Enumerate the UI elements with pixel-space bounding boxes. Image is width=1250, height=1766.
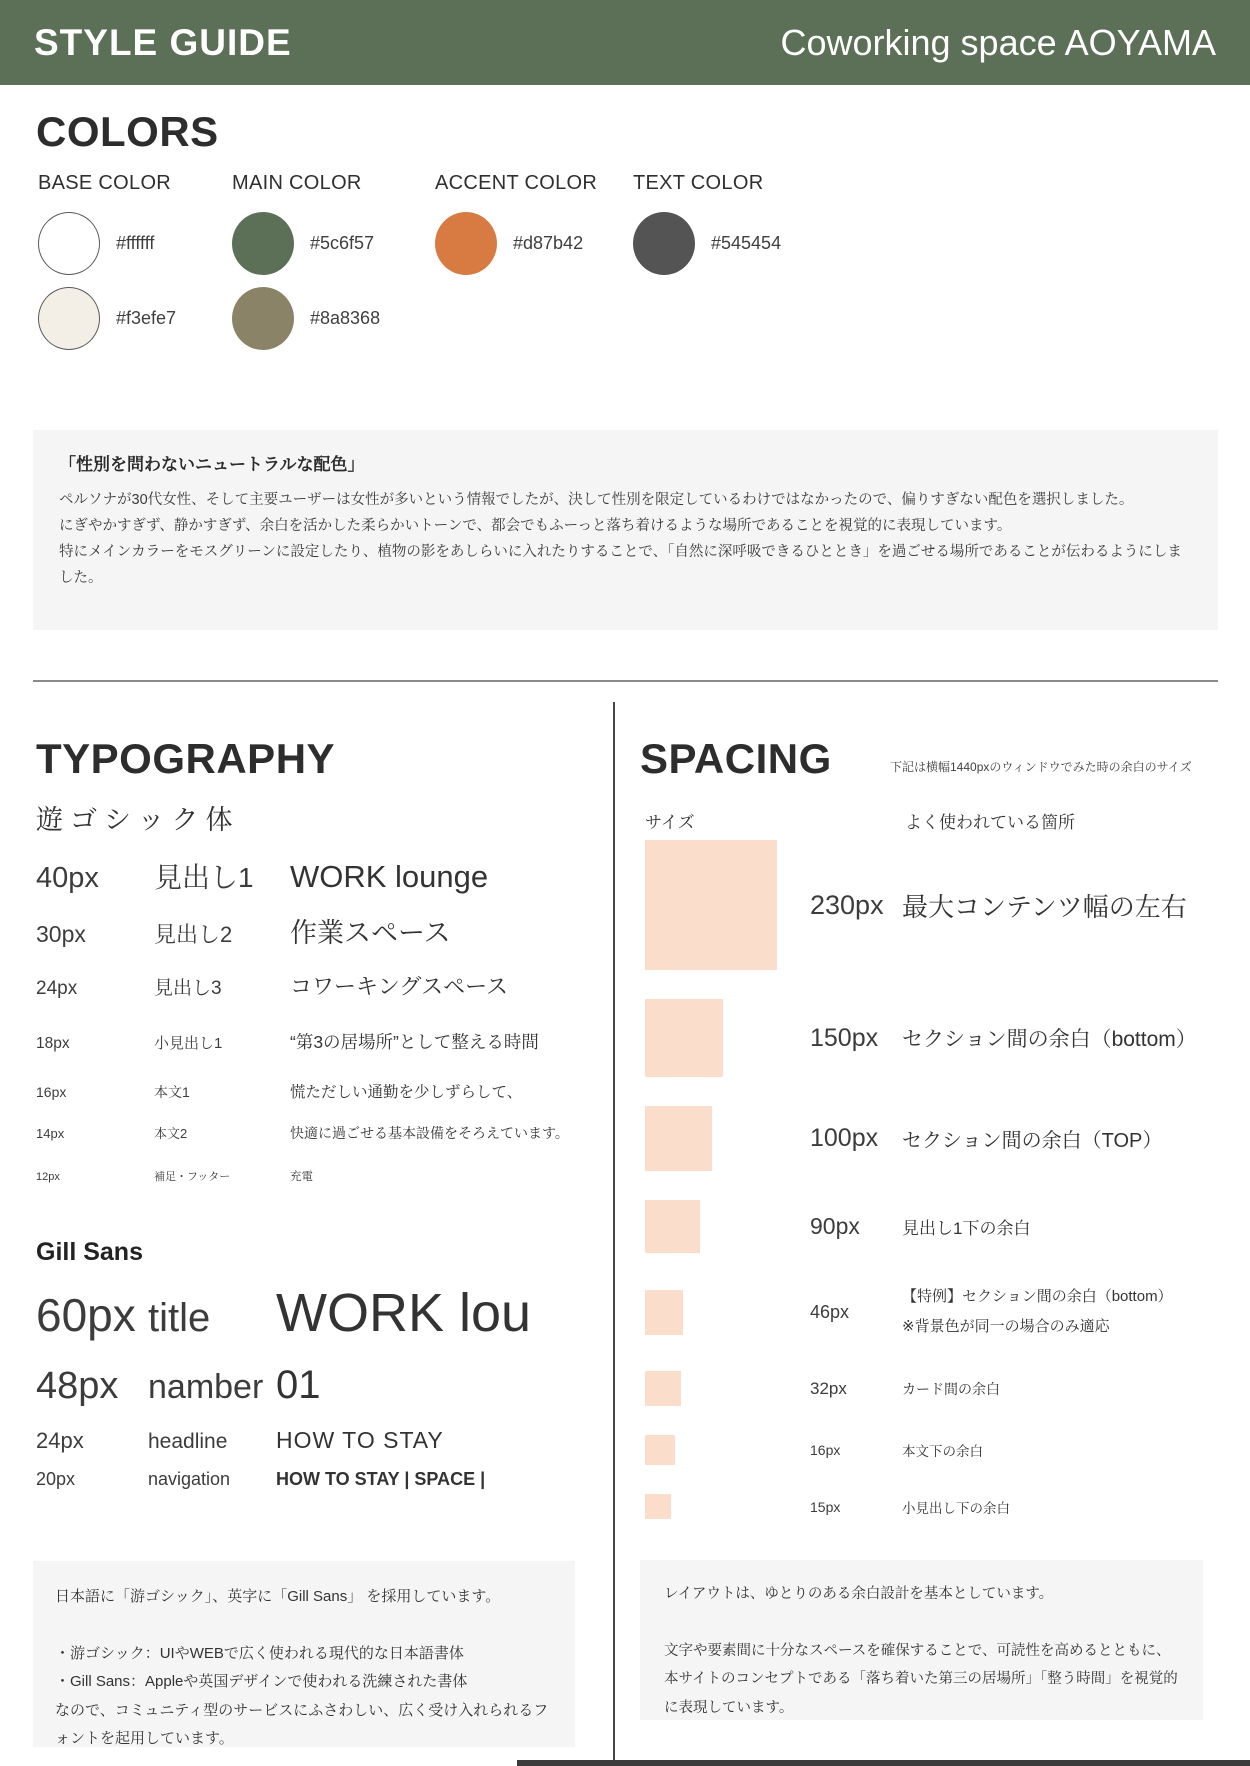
spacing-sample-box bbox=[645, 1106, 712, 1171]
vertical-divider bbox=[613, 702, 615, 1766]
color-palette bbox=[38, 172, 781, 361]
type-row bbox=[36, 915, 581, 953]
color-swatch bbox=[232, 212, 294, 275]
type-row bbox=[36, 1362, 596, 1409]
type-sample: 慌ただしい通勤を少しずらして、 bbox=[290, 1083, 523, 1101]
swatch-row bbox=[435, 211, 633, 275]
color-swatch bbox=[232, 287, 294, 350]
color-swatch bbox=[38, 287, 100, 350]
spacing-usage-line: 【特例】セクション間の余白（bottom） bbox=[902, 1288, 1173, 1305]
swatch-row bbox=[38, 211, 232, 275]
page-header bbox=[0, 0, 1250, 85]
header-brand: Coworking space AOYAMA bbox=[780, 21, 1216, 63]
type-sample: HOW TO STAY bbox=[276, 1426, 444, 1453]
type-name: 見出し1 bbox=[154, 862, 254, 893]
en-font-name: Gill Sans bbox=[36, 1238, 143, 1266]
type-sample: 快適に過ごせる基本設備をそろえています。 bbox=[290, 1124, 569, 1141]
spacing-note-box bbox=[640, 1560, 1203, 1720]
spacing-usage: セクション間の余白（bottom） bbox=[902, 1028, 1197, 1051]
type-name: 本文2 bbox=[154, 1125, 188, 1141]
jp-font-name: 遊ゴシック体 bbox=[36, 805, 240, 835]
color-hex-label: #d87b42 bbox=[513, 232, 584, 253]
en-type-scale bbox=[36, 1282, 596, 1490]
type-sample: 充電 bbox=[290, 1171, 313, 1184]
spacing-row bbox=[645, 999, 1223, 1077]
spacing-row bbox=[645, 1371, 1223, 1406]
type-sample: コワーキングスペース bbox=[290, 974, 509, 1000]
spacing-usage: 最大コンテンツ幅の左右 bbox=[902, 891, 1187, 922]
spacing-row bbox=[645, 1494, 1223, 1519]
spacing-size: 32px bbox=[810, 1378, 847, 1398]
type-size: 24px bbox=[36, 978, 78, 1000]
color-group-label: TEXT COLOR bbox=[633, 172, 764, 194]
colors-note-line: にぎやかすぎず、静かすぎず、余白を活かした柔らかいトーンで、都会でもふーっと落ち着けるような場所であることを視覚的に表現しています。 bbox=[59, 518, 1012, 534]
spacing-row bbox=[645, 1435, 1223, 1465]
spacing-usage: 見出し1下の余白 bbox=[902, 1219, 1031, 1238]
next-section-edge bbox=[517, 1760, 1250, 1766]
spacing-size: 90px bbox=[810, 1213, 860, 1239]
type-name: 見出し3 bbox=[154, 978, 222, 1000]
spacing-column-usage-header: よく使われている箇所 bbox=[905, 813, 1075, 832]
spacing-size: 15px bbox=[810, 1498, 841, 1515]
spacing-usage-line: ※背景色が同一の場合のみ適応 bbox=[902, 1318, 1110, 1335]
type-name: 見出し2 bbox=[154, 921, 233, 947]
swatch-row bbox=[232, 286, 435, 350]
colors-note-line: ペルソナが30代女性、そして主要ユーザーは女性が多いという情報でしたが、決して性別を限定しているわけではなかったので、偏りすぎない配色を選択しました。 bbox=[59, 492, 1134, 508]
colors-note-line: 特にメインカラーをモスグリーンに設定したり、植物の影をあしらいに入れたりすることで、「自然に深呼吸できるひととき」を過ごせる場所であることが伝わるようにしました。 bbox=[59, 544, 1182, 586]
spacing-column-size-header: サイズ bbox=[645, 813, 695, 832]
spacing-row bbox=[645, 1200, 1223, 1253]
spacing-sample-box bbox=[645, 1371, 681, 1406]
type-size: 20px bbox=[36, 1468, 76, 1489]
type-size: 16px bbox=[36, 1083, 67, 1100]
spacing-usage: カード間の余白 bbox=[902, 1380, 1000, 1397]
typography-note-line: ・Gill Sans：Appleや英国デザインで使われる洗練された書体 bbox=[55, 1673, 468, 1690]
type-name: 本文1 bbox=[154, 1083, 190, 1100]
color-hex-label: #f3efe7 bbox=[116, 307, 177, 328]
type-name: 小見出し1 bbox=[154, 1035, 223, 1053]
type-size: 48px bbox=[36, 1365, 119, 1408]
type-size: 24px bbox=[36, 1427, 84, 1453]
color-group-base bbox=[38, 172, 232, 361]
spacing-size: 150px bbox=[810, 1023, 879, 1052]
type-size: 40px bbox=[36, 862, 99, 894]
typography-note-line: なので、コミュニティ型のサービスにふさわしい、広く受け入れられるフォントを起用しています。 bbox=[55, 1701, 549, 1747]
spacing-caption: 下記は横幅1440pxのウィンドウでみた時の余白のサイズ bbox=[890, 760, 1192, 774]
type-name: 補足・フッター bbox=[154, 1171, 231, 1184]
type-size: 18px bbox=[36, 1035, 70, 1053]
type-row bbox=[36, 972, 581, 1003]
color-group-main bbox=[232, 172, 435, 361]
type-name: navigation bbox=[148, 1468, 231, 1489]
typography-note-box bbox=[33, 1561, 575, 1747]
spacing-size: 16px bbox=[810, 1442, 841, 1458]
color-group-accent bbox=[435, 172, 633, 361]
spacing-row bbox=[645, 1106, 1223, 1171]
color-swatch bbox=[38, 212, 100, 275]
spacing-sample-box bbox=[645, 999, 723, 1077]
color-group-label: ACCENT COLOR bbox=[435, 172, 598, 194]
type-row bbox=[36, 1030, 581, 1055]
spacing-size: 100px bbox=[810, 1124, 879, 1152]
color-hex-label: #ffffff bbox=[116, 232, 155, 253]
type-size: 60px bbox=[36, 1289, 136, 1341]
type-sample: 作業スペース bbox=[290, 917, 451, 948]
type-sample: 01 bbox=[276, 1363, 321, 1408]
color-group-text bbox=[633, 172, 781, 361]
spacing-sample-box bbox=[645, 1435, 675, 1465]
swatch-row bbox=[38, 286, 232, 350]
color-swatch bbox=[633, 212, 695, 275]
type-name: title bbox=[148, 1296, 211, 1340]
colors-note-box bbox=[33, 430, 1218, 630]
spacing-row bbox=[645, 1282, 1223, 1342]
type-name: namber bbox=[148, 1368, 264, 1407]
spacing-section-title: SPACING bbox=[640, 735, 832, 782]
spacing-usage: 小見出し下の余白 bbox=[902, 1500, 1010, 1516]
spacing-table bbox=[645, 840, 1223, 1548]
type-sample: WORK lounge bbox=[290, 859, 489, 894]
header-title: STYLE GUIDE bbox=[34, 21, 292, 63]
typography-section-title: TYPOGRAPHY bbox=[36, 735, 336, 782]
color-group-label: BASE COLOR bbox=[38, 172, 172, 194]
spacing-usage: 本文下の余白 bbox=[902, 1444, 983, 1459]
colors-note-title: 「性別を問わないニュートラルな配色」 bbox=[59, 455, 365, 474]
type-row bbox=[36, 1469, 596, 1490]
jp-type-scale bbox=[36, 855, 581, 1186]
spacing-usage bbox=[902, 1282, 1223, 1342]
color-hex-label: #5c6f57 bbox=[310, 232, 375, 253]
type-name: headline bbox=[148, 1429, 228, 1453]
color-swatch bbox=[435, 212, 497, 275]
type-size: 14px bbox=[36, 1125, 65, 1141]
type-size: 12px bbox=[36, 1171, 60, 1184]
type-sample: HOW TO STAY | SPACE | bbox=[276, 1468, 486, 1489]
color-group-label: MAIN COLOR bbox=[232, 172, 362, 194]
horizontal-divider bbox=[33, 680, 1218, 682]
spacing-row bbox=[645, 840, 1223, 970]
spacing-note-line: 文字や要素間に十分なスペースを確保することで、可読性を高めるとともに、本サイトのコンセプトである「落ち着いた第三の居場所」「整う時間」を視覚的に表現しています。 bbox=[664, 1642, 1178, 1716]
spacing-size: 46px bbox=[810, 1301, 850, 1322]
type-row bbox=[36, 1082, 581, 1104]
type-row bbox=[36, 1124, 581, 1144]
typography-note-line: 日本語に「游ゴシック」、英字に「Gill Sans」 を採用しています。 bbox=[55, 1588, 501, 1605]
swatch-row bbox=[633, 211, 781, 275]
type-row bbox=[36, 1169, 581, 1185]
type-row bbox=[36, 1427, 596, 1454]
type-sample: WORK lou bbox=[276, 1283, 532, 1343]
color-hex-label: #545454 bbox=[711, 232, 782, 253]
spacing-sample-box bbox=[645, 1494, 671, 1519]
spacing-sample-box bbox=[645, 1290, 683, 1335]
type-row bbox=[36, 1282, 596, 1344]
colors-note-body bbox=[59, 487, 1192, 591]
spacing-sample-box bbox=[645, 1200, 700, 1253]
spacing-usage: セクション間の余白（TOP） bbox=[902, 1130, 1163, 1152]
type-sample: “第3の居場所”として整える時間 bbox=[290, 1032, 539, 1053]
type-size: 30px bbox=[36, 920, 86, 947]
spacing-sample-box bbox=[645, 840, 777, 970]
spacing-note-line: レイアウトは、ゆとりのある余白設計を基本としています。 bbox=[664, 1586, 1054, 1602]
colors-section-title: COLORS bbox=[36, 108, 219, 155]
typography-note-line: ・游ゴシック：UIやWEBで広く使われる現代的な日本語書体 bbox=[55, 1644, 464, 1662]
type-row bbox=[36, 855, 581, 899]
spacing-size: 230px bbox=[810, 889, 884, 920]
color-hex-label: #8a8368 bbox=[310, 307, 381, 328]
swatch-row bbox=[232, 211, 435, 275]
